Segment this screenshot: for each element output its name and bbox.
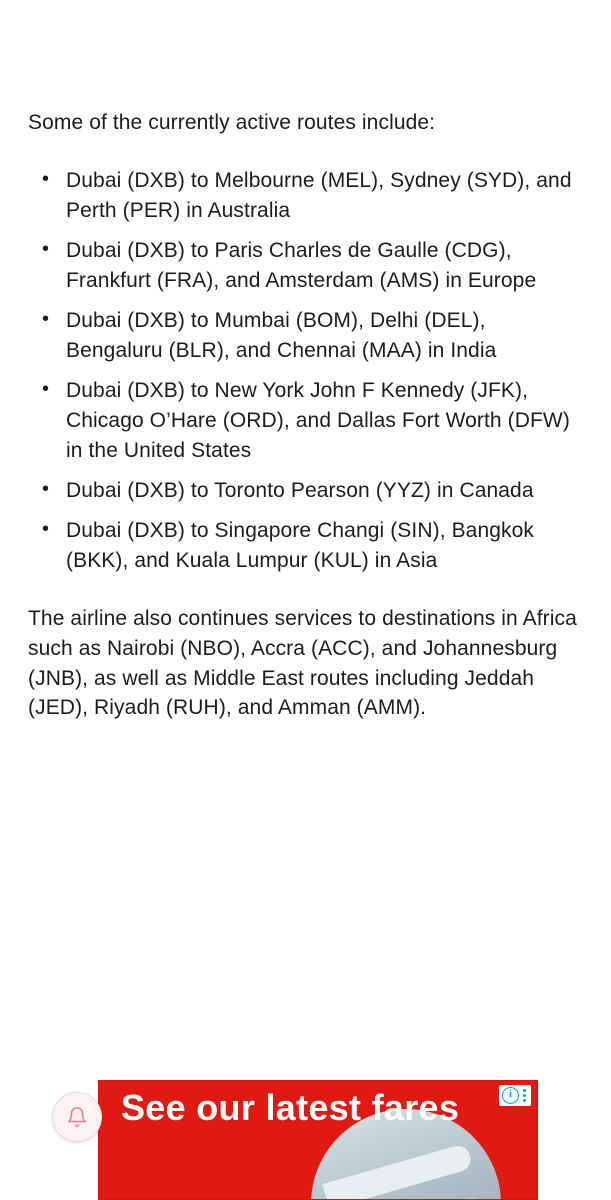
ad-headline: See our latest fares	[121, 1087, 460, 1128]
list-item: • Dubai (DXB) to New York John F Kennedy (JFK), Chicago O’Hare (ORD), and Dallas Fort Worth (DFW) in the United States	[28, 376, 583, 466]
info-icon[interactable]: i	[502, 1087, 519, 1104]
route-list	[28, 166, 583, 576]
list-item: • Dubai (DXB) to Melbourne (MEL), Sydney (SYD), and Perth (PER) in Australia	[28, 166, 583, 226]
ad-controls[interactable]	[499, 1085, 531, 1106]
list-item: • Dubai (DXB) to Paris Charles de Gaulle (CDG), Frankfurt (FRA), and Amsterdam (AMS) in Europe	[28, 236, 583, 296]
bell-icon	[66, 1106, 88, 1128]
ad-banner[interactable]	[98, 1080, 538, 1200]
list-item: • Dubai (DXB) to Toronto Pearson (YYZ) in Canada	[28, 476, 583, 506]
list-item: • Dubai (DXB) to Singapore Changi (SIN), Bangkok (BKK), and Kuala Lumpur (KUL) in Asia	[28, 516, 583, 576]
notification-bell-button[interactable]	[52, 1092, 102, 1142]
more-options-icon[interactable]	[521, 1089, 528, 1102]
list-item: • Dubai (DXB) to Mumbai (BOM), Delhi (DEL), Bengaluru (BLR), and Chennai (MAA) in India	[28, 306, 583, 366]
intro-paragraph: Some of the currently active routes include:	[28, 111, 436, 134]
closing-paragraph: The airline also continues services to destinations in Africa such as Nairobi (NBO), Accra (ACC), and Johannesburg (JNB), as well as Middle East routes including Jeddah (JED), Riyadh (RUH), and Amman (AMM).	[28, 607, 577, 720]
